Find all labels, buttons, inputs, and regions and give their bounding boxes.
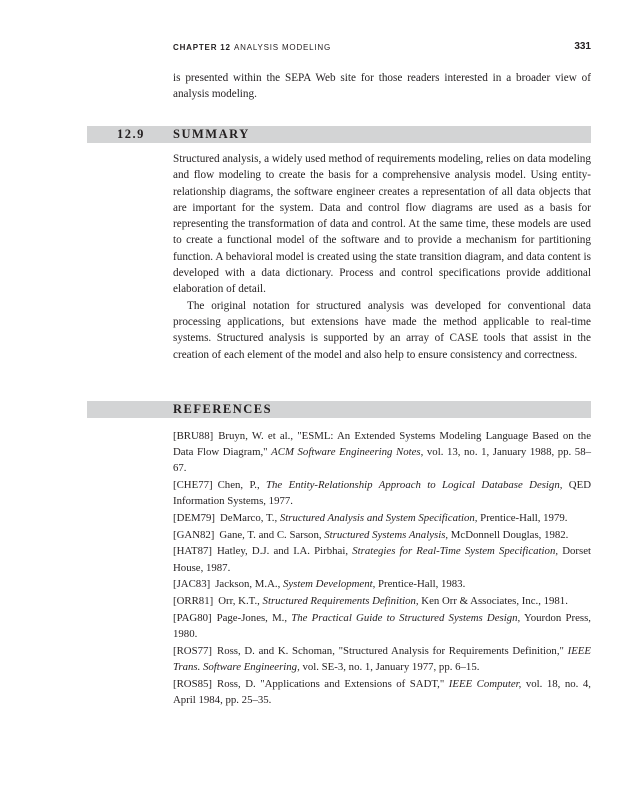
chapter-label: CHAPTER 12 [173, 43, 231, 52]
reference-details: Prentice-Hall, 1983. [375, 578, 466, 591]
reference-title: The Practical Guide to Structured Systems Design, [291, 611, 521, 624]
reference-authors: Chen, P., [217, 479, 267, 492]
reference-key: [BRU88] [173, 430, 214, 442]
reference-details: Ken Orr & Associates, Inc., 1981. [418, 595, 568, 608]
reference-authors: Page-Jones, M., [216, 611, 292, 624]
reference-key: [CHE77] [173, 479, 213, 492]
references-title: REFERENCES [173, 402, 273, 416]
reference-title: Strategies for Real-Time System Specification, [352, 545, 559, 558]
reference-key: [JAC83] [173, 578, 211, 591]
references-list [173, 428, 591, 708]
page-number: 331 [574, 41, 591, 52]
chapter-title: ANALYSIS MODELING [234, 43, 332, 52]
reference-authors: Ross, D. and K. Schoman, "Structured Analysis for Requirements Definition," [217, 644, 568, 657]
summary-body [173, 151, 591, 363]
reference-item [173, 527, 591, 543]
summary-heading [87, 126, 591, 143]
reference-item [173, 576, 591, 592]
reference-item [173, 510, 591, 526]
reference-details: Dorset House, 1987. [173, 545, 592, 574]
reference-title: Structured Requirements Definition, [262, 595, 419, 608]
references-heading [87, 401, 591, 418]
reference-authors: Orr, K.T., [218, 595, 263, 608]
reference-authors: Jackson, M.A., [215, 578, 283, 591]
reference-title: The Entity-Relationship Approach to Logical Database Design, [266, 479, 563, 492]
summary-paragraph-1: Structured analysis, a widely used method of requirements modeling, relies on data modeling and flow modeling to create the basis for a comprehensive analysis model. Using entity-relationship diagrams, the software engineer creates a representation of all data objects that are important for the system. Data and control flow diagrams are used as a basis for representing the transformation of data and control. At the same time, these models are used to create a functional model of the software and to provide a mechanism for partitioning function. A behavioral model is created using the state transition diagram, and data content is developed with a data dictionary. Process and control specifications provide additional elaboration of detail. [173, 153, 591, 296]
reference-title: ACM Software Engineering Notes, [271, 446, 424, 459]
reference-key: [HAT87] [173, 545, 212, 558]
intro-paragraph [173, 70, 591, 103]
reference-title: Structured Analysis and System Specification, [279, 512, 478, 525]
running-head [173, 41, 591, 55]
reference-item [173, 477, 591, 509]
reference-key: [ROS77] [173, 644, 212, 657]
reference-authors: Bruyn, W. et al., "ESML: An Extended Systems Modeling Language Based on the Data Flow Diagram," [173, 430, 591, 459]
reference-title: IEEE Computer, [448, 677, 522, 690]
reference-details: vol. 13, no. 1, January 1988, pp. 58–67. [173, 446, 592, 475]
intro-text: is presented within the SEPA Web site for those readers interested in a broader view of analysis modeling. [173, 72, 591, 101]
reference-item [173, 610, 591, 642]
reference-title: IEEE Trans. Software Engineering, [173, 644, 591, 673]
reference-title: System Development, [282, 578, 376, 591]
reference-item [173, 593, 591, 609]
reference-item [173, 543, 591, 575]
reference-item [173, 428, 591, 477]
reference-authors: Ross, D. "Applications and Extensions of SADT," [217, 677, 449, 690]
section-number: 12.9 [117, 127, 145, 141]
reference-title: Structured Systems Analysis, [324, 528, 449, 541]
reference-details: Yourdon Press, 1980. [173, 611, 591, 640]
reference-authors: DeMarco, T., [219, 512, 280, 525]
reference-key: [PAG80] [173, 611, 212, 624]
section-title: SUMMARY [173, 127, 250, 141]
reference-authors: Hatley, D.J. and I.A. Pirbhai, [216, 545, 353, 558]
reference-details: vol. SE-3, no. 1, January 1977, pp. 6–15. [299, 660, 480, 673]
reference-key: [GAN82] [173, 528, 215, 541]
summary-paragraph-2: The original notation for structured analysis was developed for conventional data processing applications, but extensions have made the method applicable to real-time systems. Structured analysis is supported by an array of CASE tools that assist in the creation of each element of the model and also help to ensure consistency and correctness. [173, 299, 591, 361]
reference-item [173, 676, 591, 708]
reference-key: [ORR81] [173, 595, 214, 608]
reference-key: [ROS85] [173, 677, 212, 690]
reference-key: [DEM79] [173, 512, 215, 525]
reference-details: Prentice-Hall, 1979. [477, 512, 568, 525]
reference-details: vol. 18, no. 4, April 1984, pp. 25–35. [173, 677, 591, 706]
reference-authors: Gane, T. and C. Sarson, [219, 528, 325, 541]
reference-details: McDonnell Douglas, 1982. [448, 528, 569, 541]
reference-item [173, 643, 591, 675]
reference-details: QED Information Systems, 1977. [173, 479, 591, 508]
